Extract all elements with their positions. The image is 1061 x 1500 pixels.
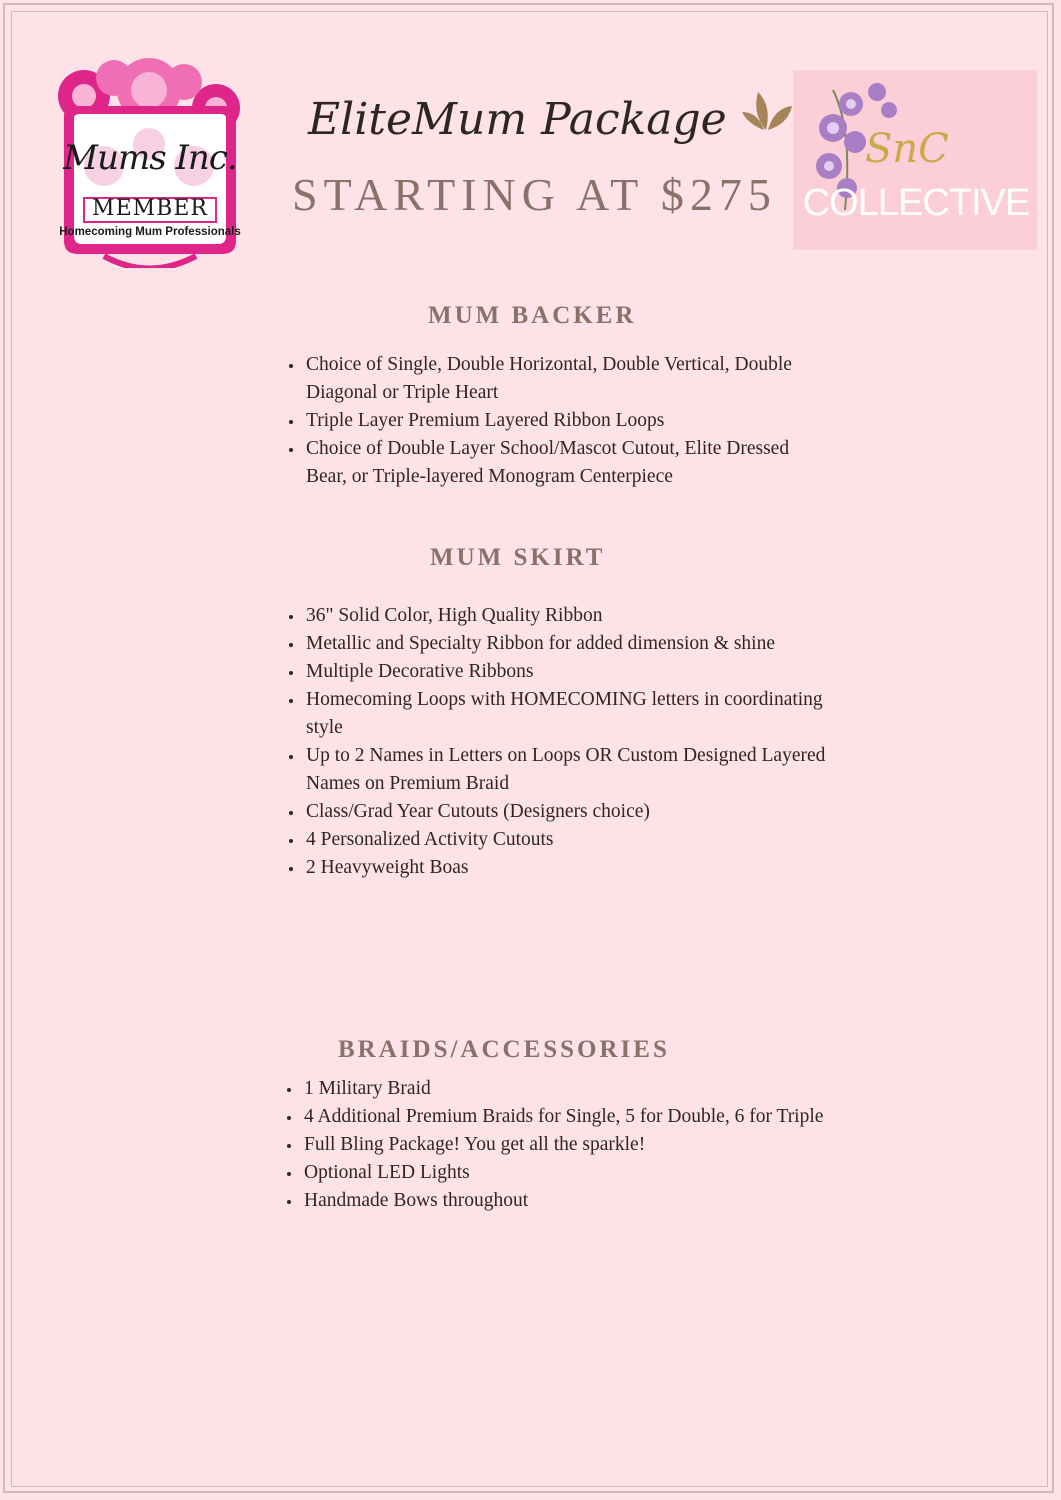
mum-backer-list bbox=[282, 351, 824, 491]
list-item: • Homecoming Loops with HOMECOMING letters in coordinating style bbox=[304, 686, 864, 742]
snc-collective-logo bbox=[793, 70, 1037, 250]
list-item: • 2 Heavyweight Boas bbox=[304, 854, 864, 882]
braids-accessories-heading: BRAIDS/ACCESSORIES bbox=[338, 1036, 670, 1063]
mums-inc-wordmark: Mums Inc. bbox=[63, 138, 237, 178]
list-item: • Up to 2 Names in Letters on Loops OR Custom Designed Layered Names on Premium Braid bbox=[304, 742, 864, 798]
list-item: • 4 Personalized Activity Cutouts bbox=[304, 826, 864, 854]
list-item: • Handmade Bows throughout bbox=[302, 1187, 862, 1215]
list-item: • Optional LED Lights bbox=[302, 1159, 862, 1187]
member-label: MEMBER bbox=[92, 196, 208, 221]
list-item: • Class/Grad Year Cutouts (Designers choice) bbox=[304, 798, 864, 826]
list-item: • Multiple Decorative Ribbons bbox=[304, 658, 864, 686]
list-item: • Choice of Double Layer School/Mascot Cutout, Elite Dressed Bear, or Triple-layered Monogram Centerpiece bbox=[304, 435, 824, 491]
mum-backer-heading: MUM BACKER bbox=[428, 302, 637, 329]
list-item: • Choice of Single, Double Horizontal, Double Vertical, Double Diagonal or Triple Heart bbox=[304, 351, 824, 407]
list-item: • Full Bling Package! You get all the sparkle! bbox=[302, 1131, 862, 1159]
braids-accessories-list bbox=[280, 1075, 862, 1215]
collective-wordmark: COLLECTIVE bbox=[802, 182, 1030, 224]
starting-price: STARTING AT $275 bbox=[292, 169, 777, 220]
snc-script-wordmark: SnC bbox=[865, 126, 949, 172]
package-title: EliteMum Package bbox=[308, 94, 727, 145]
mum-skirt-list bbox=[282, 602, 864, 882]
mums-inc-member-logo bbox=[44, 56, 256, 268]
list-item: • Metallic and Specialty Ribbon for added dimension & shine bbox=[304, 630, 864, 658]
mum-skirt-heading: MUM SKIRT bbox=[430, 544, 606, 571]
list-item: • 4 Additional Premium Braids for Single, 5 for Double, 6 for Triple bbox=[302, 1103, 862, 1131]
leaf-icon bbox=[738, 84, 794, 136]
list-item: • Triple Layer Premium Layered Ribbon Loops bbox=[304, 407, 824, 435]
list-item: • 1 Military Braid bbox=[302, 1075, 862, 1103]
mums-inc-subtitle: Homecoming Mum Professionals bbox=[59, 226, 241, 238]
list-item: • 36" Solid Color, High Quality Ribbon bbox=[304, 602, 864, 630]
